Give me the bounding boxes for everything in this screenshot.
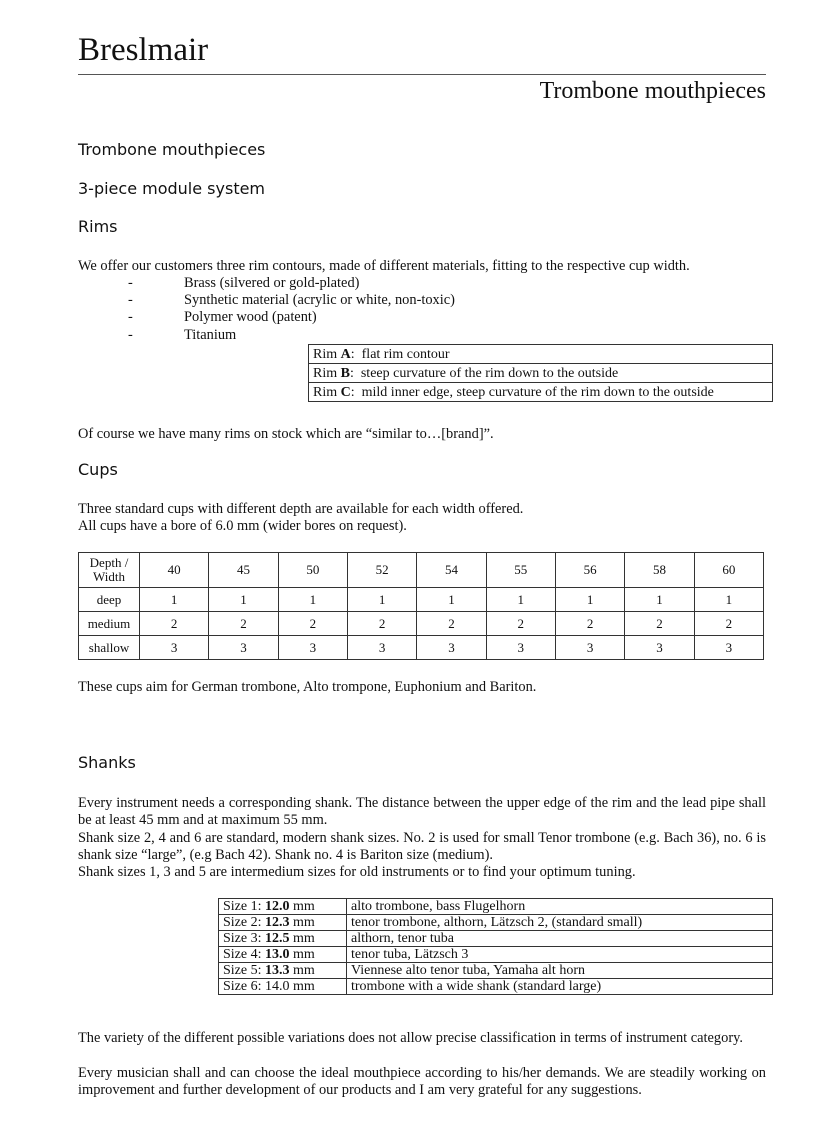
corner-label-width: Width bbox=[93, 569, 125, 584]
shank-size-cell bbox=[219, 979, 347, 995]
cup-number-cell: 1 bbox=[209, 588, 278, 612]
rim-contour-cell bbox=[309, 345, 773, 364]
table-row bbox=[309, 364, 773, 383]
table-row bbox=[79, 636, 764, 660]
rim-contour-cell bbox=[309, 364, 773, 383]
bullet-dash: - bbox=[128, 292, 133, 309]
cup-number-cell: 2 bbox=[486, 612, 555, 636]
cup-number-cell: 1 bbox=[140, 588, 209, 612]
shank-size-value: 12.5 bbox=[265, 931, 290, 946]
shank-size-table bbox=[218, 898, 773, 995]
closing-paragraph-1: The variety of the different possible variations does not allow precise classification in terms of instrument category. bbox=[78, 1030, 743, 1046]
cup-number-cell: 1 bbox=[486, 588, 555, 612]
width-header: 56 bbox=[555, 553, 624, 588]
shank-use-cell: tenor tuba, Lätzsch 3 bbox=[347, 947, 773, 963]
table-row bbox=[79, 612, 764, 636]
cups-note: These cups aim for German trombone, Alto trompone, Euphonium and Bariton. bbox=[78, 679, 537, 695]
shank-use-cell: alto trombone, bass Flugelhorn bbox=[347, 899, 773, 915]
cup-number-cell: 2 bbox=[694, 612, 763, 636]
cups-line-1: Three standard cups with different depth are available for each width offered. bbox=[78, 501, 524, 517]
shank-size-unit: mm bbox=[289, 931, 315, 946]
width-header: 45 bbox=[209, 553, 278, 588]
table-row bbox=[309, 383, 773, 402]
rim-letter: C bbox=[340, 384, 351, 400]
shank-use-cell: trombone with a wide shank (standard large) bbox=[347, 979, 773, 995]
cups-line-2: All cups have a bore of 6.0 mm (wider bores on request). bbox=[78, 518, 407, 534]
shank-size-cell bbox=[219, 915, 347, 931]
cup-number-cell: 3 bbox=[209, 636, 278, 660]
width-header: 55 bbox=[486, 553, 555, 588]
document-subtitle: Trombone mouthpieces bbox=[539, 78, 766, 104]
table-row bbox=[219, 931, 773, 947]
rim-contour-cell bbox=[309, 383, 773, 402]
shank-size-cell bbox=[219, 963, 347, 979]
cup-number-cell: 1 bbox=[417, 588, 486, 612]
shank-size-unit: mm bbox=[289, 947, 315, 962]
depth-label: deep bbox=[79, 588, 140, 612]
depth-label: shallow bbox=[79, 636, 140, 660]
width-header: 58 bbox=[625, 553, 694, 588]
table-row bbox=[219, 915, 773, 931]
shank-size-cell bbox=[219, 931, 347, 947]
shanks-intermediate-sizes: Shank sizes 1, 3 and 5 are intermedium sizes for old instruments or to find your optimum tuning. bbox=[78, 864, 636, 880]
shank-size-value: 12.0 bbox=[265, 899, 290, 914]
brand-title: Breslmair bbox=[78, 32, 209, 68]
shank-size-unit: mm bbox=[289, 963, 315, 978]
section-heading-rims: Rims bbox=[78, 217, 118, 236]
rim-contour-table bbox=[308, 344, 773, 402]
closing-paragraph-2: Every musician shall and can choose the ideal mouthpiece according to his/her demands. We are steadily working on improvement and further development of our products and I am very grateful for any suggestions. bbox=[78, 1065, 766, 1098]
shanks-paragraph: Every instrument needs a corresponding shank. The distance between the upper edge of the rim and the lead pipe shall be at least 45 mm and at maximum 55 mm. bbox=[78, 795, 766, 828]
rims-stock-note: Of course we have many rims on stock which are “similar to…[brand]”. bbox=[78, 426, 494, 442]
cup-number-cell: 1 bbox=[625, 588, 694, 612]
section-heading-intro: Trombone mouthpieces bbox=[78, 140, 266, 159]
shank-use-cell: tenor trombone, althorn, Lätzsch 2, (standard small) bbox=[347, 915, 773, 931]
shank-size-cell bbox=[219, 947, 347, 963]
table-row bbox=[219, 947, 773, 963]
shank-size-label: Size 1: bbox=[223, 899, 265, 914]
cup-number-cell: 3 bbox=[555, 636, 624, 660]
corner-label-depth: Depth / bbox=[89, 555, 129, 570]
cup-depth-width-table bbox=[78, 552, 764, 660]
shank-use-cell: Viennese alto tenor tuba, Yamaha alt horn bbox=[347, 963, 773, 979]
width-header: 60 bbox=[694, 553, 763, 588]
cup-number-cell: 2 bbox=[140, 612, 209, 636]
rim-letter: B bbox=[340, 365, 350, 381]
table-row bbox=[219, 963, 773, 979]
section-heading-shanks: Shanks bbox=[78, 753, 136, 772]
cup-number-cell: 2 bbox=[625, 612, 694, 636]
section-heading-cups: Cups bbox=[78, 460, 118, 479]
cup-number-cell: 2 bbox=[278, 612, 347, 636]
material-label: Brass (silvered or gold-plated) bbox=[184, 275, 360, 291]
rim-description: flat rim contour bbox=[361, 346, 450, 362]
cup-number-cell: 1 bbox=[347, 588, 416, 612]
bullet-dash: - bbox=[128, 275, 133, 291]
cup-number-cell: 2 bbox=[209, 612, 278, 636]
list-item bbox=[128, 327, 455, 344]
cup-number-cell: 1 bbox=[278, 588, 347, 612]
cup-number-cell: 1 bbox=[694, 588, 763, 612]
rim-prefix: Rim bbox=[313, 346, 341, 362]
cup-number-cell: 3 bbox=[417, 636, 486, 660]
table-row bbox=[79, 588, 764, 612]
cup-number-cell: 2 bbox=[555, 612, 624, 636]
cup-number-cell: 2 bbox=[347, 612, 416, 636]
shank-size-value: 13.0 bbox=[265, 947, 290, 962]
shank-size-label: Size 5: bbox=[223, 963, 265, 978]
shank-size-unit: mm bbox=[289, 979, 315, 994]
shank-size-label: Size 2: bbox=[223, 915, 265, 930]
width-header: 54 bbox=[417, 553, 486, 588]
material-label: Synthetic material (acrylic or white, non-toxic) bbox=[184, 292, 455, 309]
shank-size-value: 13.3 bbox=[265, 963, 290, 978]
width-header: 52 bbox=[347, 553, 416, 588]
cup-number-cell: 3 bbox=[347, 636, 416, 660]
rim-suffix: : bbox=[350, 346, 355, 362]
cup-number-cell: 1 bbox=[555, 588, 624, 612]
table-corner-header bbox=[79, 553, 140, 588]
shank-size-label: Size 3: bbox=[223, 931, 265, 946]
bullet-dash: - bbox=[128, 309, 133, 326]
shanks-standard-sizes: Shank size 2, 4 and 6 are standard, modern shank sizes. No. 2 is used for small Tenor trombone (e.g. Bach 36), no. 6 is shank size “large”, (e.g Bach 42). Shank no. 4 is Bariton size (medium). bbox=[78, 830, 766, 863]
rims-paragraph: We offer our customers three rim contours, made of different materials, fitting to the respective cup width. bbox=[78, 258, 690, 274]
table-row bbox=[219, 979, 773, 995]
rim-suffix: : bbox=[349, 365, 354, 381]
cup-number-cell: 3 bbox=[140, 636, 209, 660]
list-item bbox=[128, 275, 455, 292]
rim-suffix: : bbox=[350, 384, 355, 400]
shank-size-unit: mm bbox=[289, 915, 315, 930]
rim-description: steep curvature of the rim down to the outside bbox=[360, 365, 619, 381]
list-item bbox=[128, 309, 455, 326]
list-item bbox=[128, 292, 455, 309]
width-header: 50 bbox=[278, 553, 347, 588]
cup-number-cell: 3 bbox=[278, 636, 347, 660]
shank-size-cell bbox=[219, 899, 347, 915]
rim-prefix: Rim bbox=[313, 365, 341, 381]
shank-size-value: 14.0 bbox=[265, 979, 290, 994]
cup-number-cell: 3 bbox=[694, 636, 763, 660]
cup-number-cell: 3 bbox=[625, 636, 694, 660]
shank-size-value: 12.3 bbox=[265, 915, 290, 930]
header-rule bbox=[78, 74, 766, 75]
table-row bbox=[309, 345, 773, 364]
rim-letter: A bbox=[340, 346, 351, 362]
rim-materials-list bbox=[128, 275, 455, 344]
shank-size-unit: mm bbox=[289, 899, 315, 914]
cup-number-cell: 2 bbox=[417, 612, 486, 636]
shank-size-label: Size 4: bbox=[223, 947, 265, 962]
rim-description: mild inner edge, steep curvature of the rim down to the outside bbox=[361, 384, 714, 400]
rim-prefix: Rim bbox=[313, 384, 341, 400]
depth-label: medium bbox=[79, 612, 140, 636]
bullet-dash: - bbox=[128, 326, 133, 343]
width-header: 40 bbox=[140, 553, 209, 588]
table-row bbox=[219, 899, 773, 915]
shank-use-cell: althorn, tenor tuba bbox=[347, 931, 773, 947]
shank-size-label: Size 6: bbox=[223, 979, 265, 994]
section-heading-module-system: 3-piece module system bbox=[78, 179, 266, 198]
cup-number-cell: 3 bbox=[486, 636, 555, 660]
material-label: Polymer wood (patent) bbox=[184, 309, 317, 326]
material-label: Titanium bbox=[184, 326, 237, 343]
